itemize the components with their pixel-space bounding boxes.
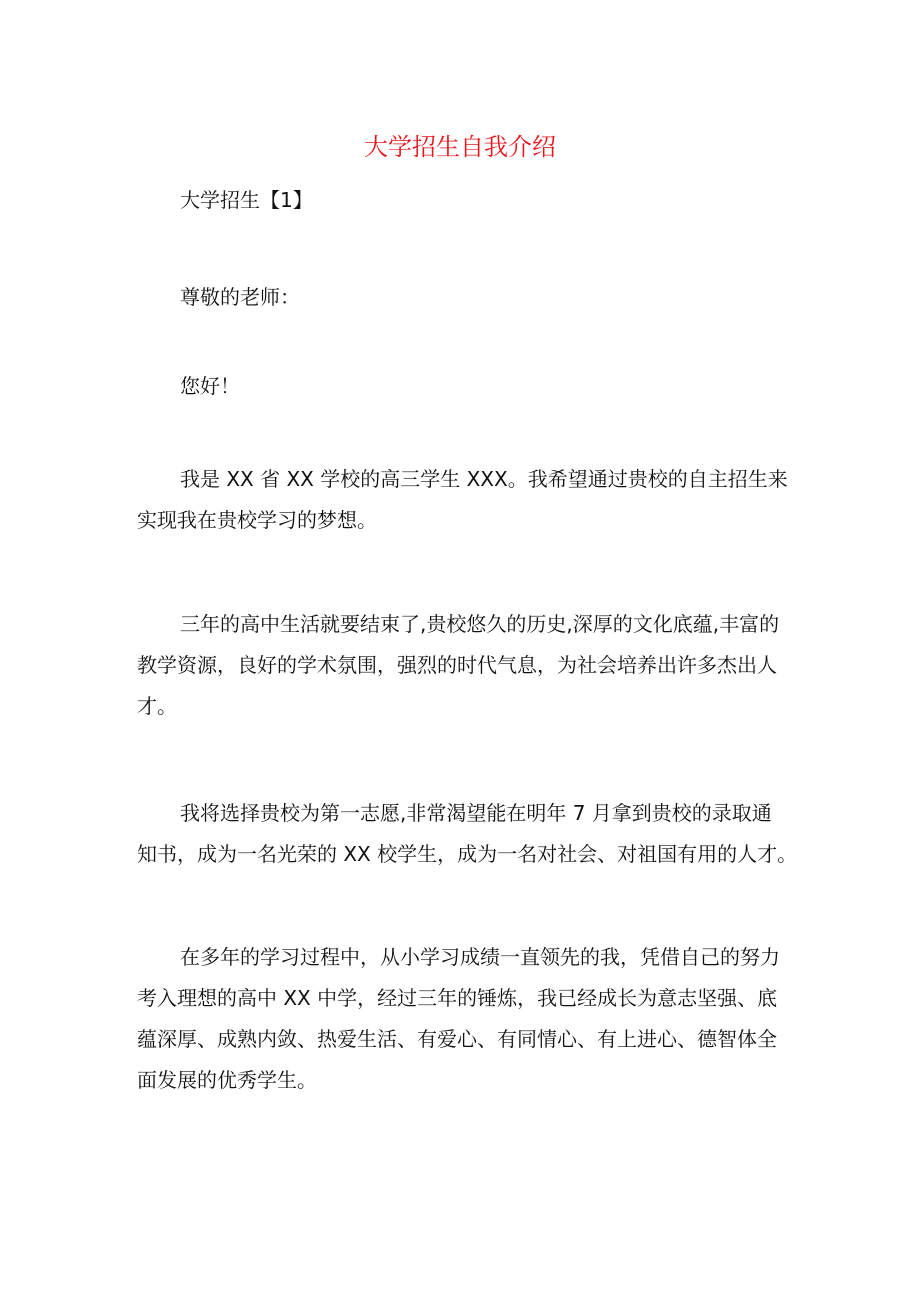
- paragraph-1: [137, 459, 817, 541]
- paragraph-line: 面发展的优秀学生。: [137, 1068, 317, 1092]
- greeting-block: [137, 366, 817, 407]
- paragraph-line: 在多年的学习过程中，从小学习成绩一直领先的我，凭借自己的努力: [180, 945, 780, 969]
- paragraph-line: 实现我在贵校学习的梦想。: [137, 508, 377, 532]
- salutation: 尊敬的老师：: [180, 285, 300, 309]
- paragraph-line: 知书，成为一名光荣的 XX 校学生，成为一名对社会、对祖国有用的人才。: [137, 842, 798, 866]
- greeting: 您好！: [180, 374, 240, 398]
- section-heading: 大学招生【1】: [180, 188, 313, 212]
- paragraph-4: [137, 937, 817, 1101]
- salutation-block: [137, 277, 817, 318]
- section-heading-block: [137, 180, 817, 221]
- paragraph-line: 我将选择贵校为第一志愿,非常渴望能在明年 7 月拿到贵校的录取通: [180, 801, 772, 825]
- paragraph-line: 才。: [137, 694, 177, 718]
- paragraph-line: 蕴深厚、成熟内敛、热爱生活、有爱心、有同情心、有上进心、德智体全: [137, 1027, 777, 1051]
- paragraph-3: [137, 793, 817, 875]
- paragraph-line: 三年的高中生活就要结束了,贵校悠久的历史,深厚的文化底蕴,丰富的: [180, 612, 780, 636]
- paragraph-line: 考入理想的高中 XX 中学，经过三年的锤炼，我已经成长为意志坚强、底: [137, 986, 778, 1010]
- document-title: 大学招生自我介绍: [364, 133, 556, 161]
- paragraph-2: [137, 604, 817, 727]
- paragraph-line: 我是 XX 省 XX 学校的高三学生 XXX。我希望通过贵校的自主招生来: [180, 467, 788, 491]
- paragraph-line: 教学资源，良好的学术氛围，强烈的时代气息，为社会培养出许多杰出人: [137, 653, 777, 677]
